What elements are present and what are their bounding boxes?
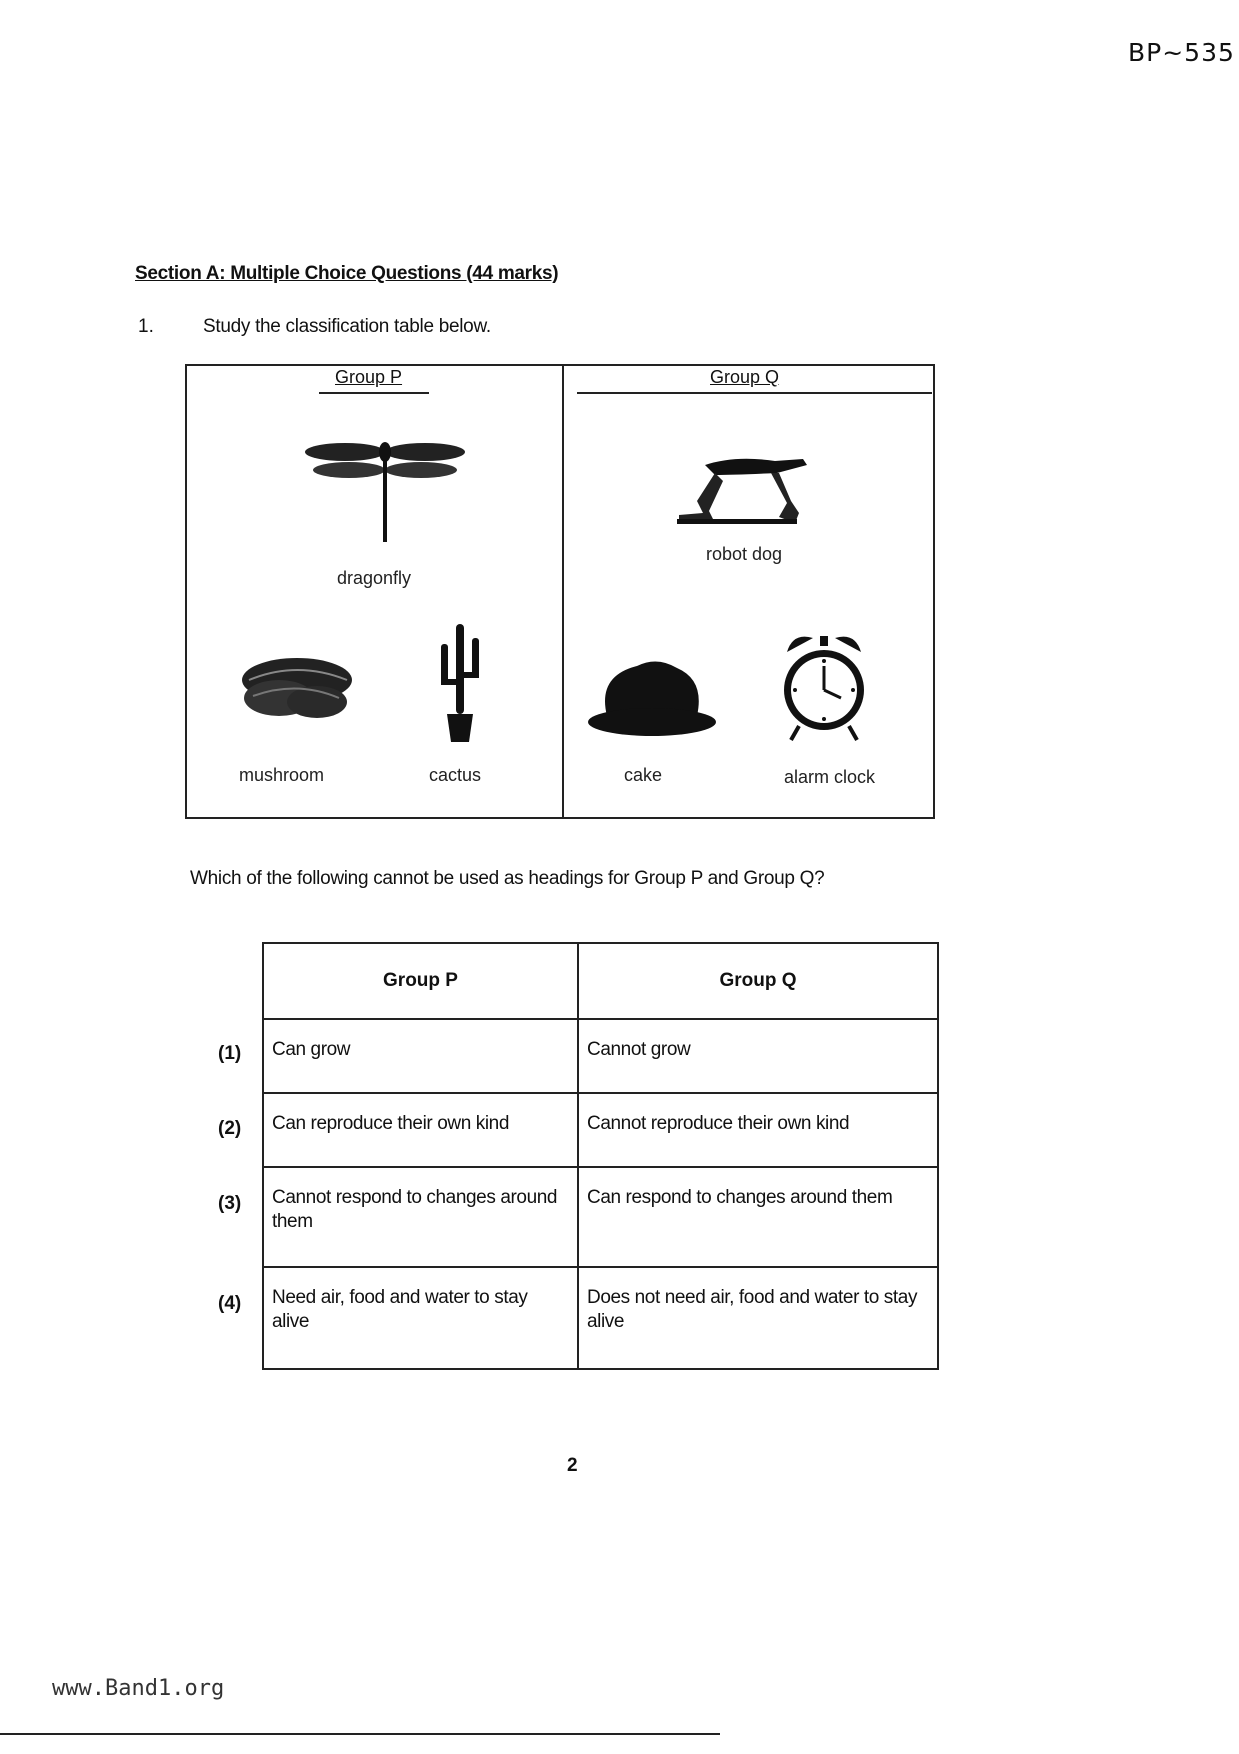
- table-row: [263, 1093, 938, 1167]
- options-table: [262, 942, 939, 1370]
- question-stem: Which of the following cannot be used as headings for Group P and Group Q?: [190, 868, 825, 889]
- paper-code: BP~535: [1128, 38, 1235, 67]
- option-3-group-p: Cannot respond to changes around them: [263, 1167, 578, 1267]
- page-number: 2: [567, 1455, 578, 1476]
- option-3-group-q: Can respond to changes around them: [578, 1167, 938, 1267]
- header-group-p: Group P: [263, 943, 578, 1019]
- group-q-title: Group Q: [710, 367, 780, 387]
- question-text: Study the classification table below.: [203, 316, 491, 337]
- question-number: 1.: [138, 316, 154, 337]
- cactus-image: [435, 624, 485, 744]
- website-watermark: www.Band1.org: [52, 1676, 225, 1701]
- option-1-number: (1): [218, 1043, 242, 1064]
- mushroom-image: [239, 650, 354, 730]
- option-4-group-p: Need air, food and water to stay alive: [263, 1267, 578, 1369]
- footer-rule: [0, 1733, 720, 1735]
- option-3-number: (3): [218, 1193, 242, 1214]
- option-4-number: (4): [218, 1293, 242, 1314]
- section-title: Section A: Multiple Choice Questions (44 marks): [135, 263, 559, 284]
- option-2-group-q: Cannot reproduce their own kind: [578, 1093, 938, 1167]
- option-4-group-q: Does not need air, food and water to stay alive: [578, 1267, 938, 1369]
- mushroom-caption: mushroom: [239, 765, 325, 785]
- option-2-number: (2): [218, 1118, 242, 1139]
- robot-dog-caption: robot dog: [706, 544, 783, 564]
- table-row: [263, 1167, 938, 1267]
- option-2-group-p: Can reproduce their own kind: [263, 1093, 578, 1167]
- alarm-clock-caption: alarm clock: [784, 767, 876, 787]
- option-1-group-p: Can grow: [263, 1019, 578, 1093]
- column-divider: [562, 366, 564, 817]
- cactus-caption: cactus: [429, 765, 482, 785]
- group-p-underline: [319, 392, 429, 394]
- dragonfly-image: [305, 434, 465, 544]
- alarm-clock-image: [779, 628, 869, 744]
- dragonfly-caption: dragonfly: [337, 568, 412, 588]
- robot-dog-image: [675, 451, 815, 531]
- group-p-title: Group P: [335, 367, 403, 387]
- cake-caption: cake: [624, 765, 663, 785]
- options-header-row: [263, 943, 938, 1019]
- option-1-group-q: Cannot grow: [578, 1019, 938, 1093]
- group-q-underline: [577, 392, 932, 394]
- table-row: [263, 1019, 938, 1093]
- classification-table: [185, 364, 935, 819]
- table-row: [263, 1267, 938, 1369]
- cake-image: [587, 656, 717, 738]
- header-group-q: Group Q: [578, 943, 938, 1019]
